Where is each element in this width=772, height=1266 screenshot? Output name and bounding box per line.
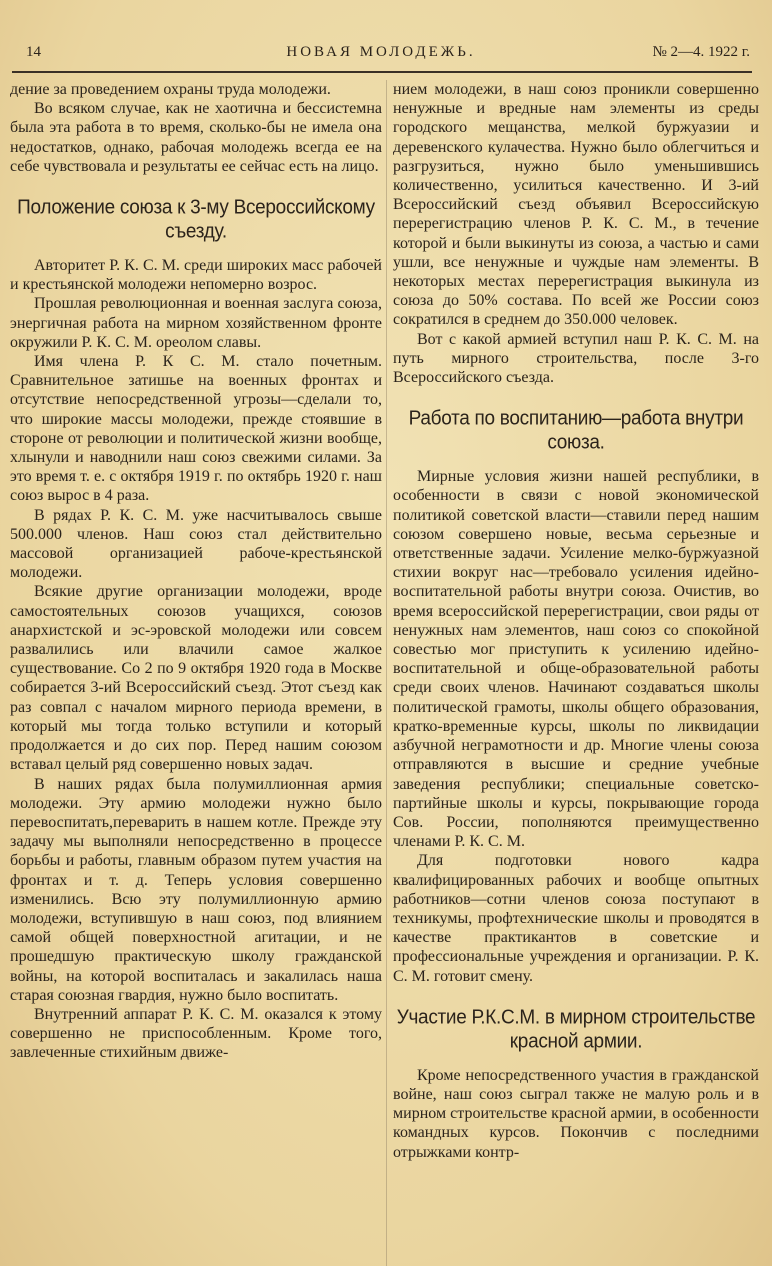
paragraph: Внутренний аппарат Р. К. С. М. оказался к этому совершенно не приспособленным. Кроме того, завлеченные стихийным движе-: [10, 1005, 382, 1062]
paragraph: Имя члена Р. К С. М. стало почетным. Сравнительное затишье на военных фронтах и отсутствие непосредственной угрозы—сделали то, что широкие массы молодежи, прежде стоявшие в стороне от революции и политической жизни вообще, хлынули и наводнили наш союз свежими силами. За это время т. е. с октября 1919 г. по октябрь 1920 г. наш союз вырос в 4 раза.: [10, 353, 382, 505]
right-column: [393, 80, 759, 1162]
paragraph: нием молодежи, в наш союз проникли совершенно ненужные и вредные нам элементы из среды городского мещанства, мелкой буржуазии и деревенского кулачества. Нужно было облегчиться и разгрузиться, нужно было уменьшившись количественно, усилиться качественно. И 3-ий Всероссийский съезд объявил Всероссийскую перерегистрацию членов Р. К. С. М., в течение которой и были выкинуты из союза, а частью и сами ушли, все ненужные и чуждые нам элементы. В некоторых местах перерегистрация выкинула из союза до 50% состава. По всей же России союз сократился в среднем до 350.000 человек.: [393, 81, 759, 329]
paragraph: Вот с какой армией вступил наш Р. К. С. М. на путь мирного строительства, после 3-го Всероссийского съезда.: [393, 330, 759, 387]
section-heading: Участие Р.К.С.М. в мирном строительстве красной армии.: [396, 1005, 756, 1053]
paragraph: дение за проведением охраны труда молодежи.: [10, 81, 331, 98]
paragraph: Во всяком случае, как не хаотична и бессистемна была эта работа в то время, сколько-бы не имела она недостатков, однако, рабочая молодежь всегда ее на себе чувствовала и результаты ее сейчас есть на лицо.: [10, 100, 382, 175]
paragraph: В наших рядах была полумиллионная армия молодежи. Эту армию молодежи нужно было перевоспитать,переварить в нашем котле. Прежде эту задачу мы выполняли непосредственно в процессе борьбы и работы, главным образом путем участия на фронтах и т. д. Теперь условия совершенно изменились. Всю эту полумиллионную армию молодежи, вступившую в наш союз, под влиянием самой общей поверхностной агитации, и не прошедшую практическую школу гражданской войны, на которой воспиталась и закалилась наша старая союзная гвардия, нужно было воспитать.: [10, 775, 382, 1004]
paragraph: В рядах Р. К. С. М. уже насчитывалось свыше 500.000 членов. Наш союз стал действительно массовой организацией рабоче-крестьянской молодежи.: [10, 506, 382, 582]
section-heading: Положение союза к 3-му Всероссийскому съезду.: [17, 196, 375, 243]
header-rule: [12, 71, 752, 73]
column-divider: [386, 80, 387, 1266]
paragraph: Кроме непосредственного участия в гражданской войне, наш союз сыграл также не малую роль и в мирном строительстве красной армии, в особенности командных курсов. Покончив с последними отрыжками контр-: [393, 1066, 759, 1161]
paragraph: Прошлая революционная и военная заслуга союза, энергичная работа на мирном хозяйственном фронте окружили Р. К. С. М. ореолом славы.: [10, 295, 382, 351]
page-number: 14: [26, 44, 41, 60]
left-column: [10, 80, 382, 1063]
paragraph: Авторитет Р. К. С. М. среди широких масс рабочей и крестьянской молодежи непомерно возрос.: [10, 257, 382, 294]
issue-info: № 2—4. 1922 г.: [652, 44, 750, 60]
paragraph: Для подготовки нового кадра квалифицированных рабочих и вообще опытных работников—сотни членов союза поступают в техникумы, профтехнические школы и проводятся в качестве практикантов в советские и профессиональные учреждения и организации. Р. К. С. М. готовит смену.: [393, 852, 759, 985]
section-heading: Работа по воспитанию—работа внутри союза.: [408, 407, 744, 454]
paragraph: Всякие другие организации молодежи, вроде самостоятельных союзов учащихся, союзов анархистской и эс-эровской молодежи или совсем развалились или влачили самое жалкое существование. Со 2 по 9 октября 1920 года в Москве собирается 3-ий Всероссийский съезд. Этот съезд как раз совпал с началом мирного периода времени, в который мы тогда только вступили и который продолжается и до сих пор. Перед нашим союзом вставал целый ряд совершенно новых задач.: [10, 583, 382, 774]
paragraph: Мирные условия жизни нашей республики, в особенности в связи с новой экономической политикой советской власти—ставили перед нашим союзом совершено новые, весьма серьезные и ответственные задачи. Усиление мелко-буржуазной стихии вокруг нас—требовало усиления идейно-воспитательной работы внутри союза. Очистив, во время всероссийской перерегистрации, свои ряды от ненужных нам элементов, наш союз со спокойной совестью мог приступить к усилению идейно-воспитательной и обще-образовательной работы среди своих членов. Начинают создаваться школы политической грамоты, школы общего образования, кратко-временные курсы, школы по ликвидации азбучной неграмотности и др. Многие члены союза отправляются в высшие и средние учебные заведения республики; специальные советско-партийные школы и курсы, покрывающие города Сов. России, пополняются преимущественно членами Р. К. С. М.: [393, 468, 759, 851]
page-header: [12, 44, 750, 68]
journal-title: НОВАЯ МОЛОДЕЖЬ.: [286, 44, 476, 60]
